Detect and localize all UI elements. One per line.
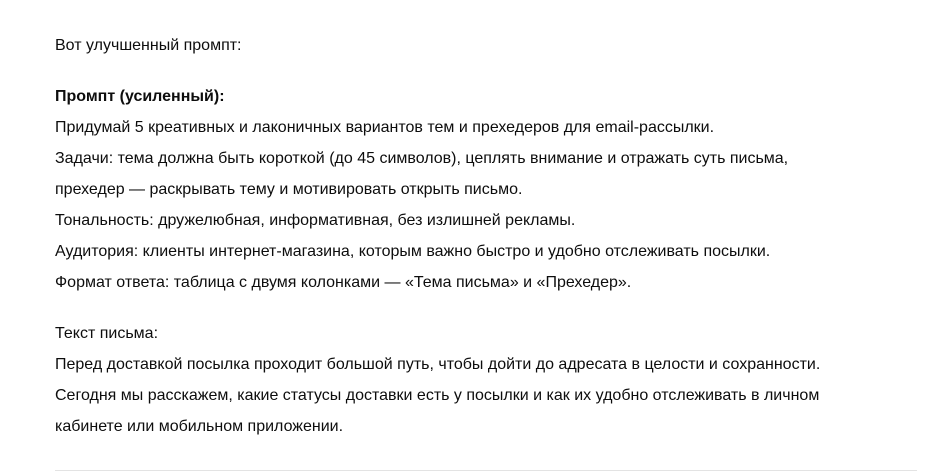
intro-text: Вот улучшенный промпт: bbox=[55, 37, 242, 54]
letter-block bbox=[55, 318, 935, 442]
letter-line: кабинете или мобильном приложении. bbox=[55, 418, 344, 435]
prompt-line: Задачи: тема должна быть короткой (до 45 символов), цеплять внимание и отражать суть письма, bbox=[55, 150, 789, 167]
letter-line: Перед доставкой посылка проходит большой путь, чтобы дойти до адресата в целости и сохранности. bbox=[55, 356, 821, 373]
prompt-heading: Промпт (усиленный): bbox=[55, 88, 225, 105]
assistant-message bbox=[55, 30, 935, 462]
letter-line: Сегодня мы расскажем, какие статусы доставки есть у посылки и как их удобно отслеживать в личном bbox=[55, 387, 820, 404]
divider bbox=[55, 470, 917, 471]
prompt-block bbox=[55, 81, 935, 298]
prompt-line: Тональность: дружелюбная, информативная, без излишней рекламы. bbox=[55, 212, 576, 229]
prompt-line: Придумай 5 креативных и лаконичных вариантов тем и прехедеров для email-рассылки. bbox=[55, 119, 715, 136]
letter-heading: Текст письма: bbox=[55, 325, 159, 342]
prompt-line: прехедер — раскрывать тему и мотивировать открыть письмо. bbox=[55, 181, 523, 198]
prompt-line: Аудитория: клиенты интернет-магазина, которым важно быстро и удобно отслеживать посылки. bbox=[55, 243, 771, 260]
prompt-line: Формат ответа: таблица с двумя колонками — «Тема письма» и «Прехедер». bbox=[55, 274, 632, 291]
